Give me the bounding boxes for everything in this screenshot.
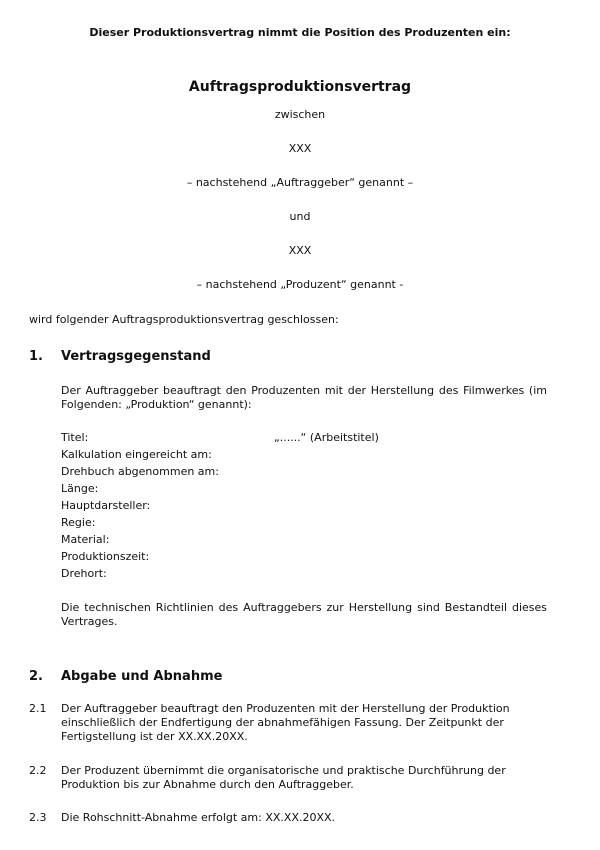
field-label: Regie:	[61, 516, 96, 529]
field-row	[61, 463, 547, 480]
field-value: „......“ (Arbeitstitel)	[274, 431, 379, 444]
field-row	[61, 480, 547, 497]
field-row	[61, 531, 547, 548]
clause-number: 2.2	[29, 764, 47, 777]
section1-heading: Vertragsgegenstand	[61, 349, 211, 364]
concluded-text: wird folgender Auftragsproduktionsvertrag geschlossen:	[29, 313, 339, 326]
field-row	[61, 548, 547, 565]
section2-heading: Abgabe und Abnahme	[61, 669, 223, 684]
clause-number: 2.1	[29, 702, 47, 715]
contract-title: Auftragsproduktionsvertrag	[188, 79, 412, 95]
intro-line: Dieser Produktionsvertrag nimmt die Position des Produzenten ein:	[89, 26, 511, 39]
field-label: Kalkulation eingereicht am:	[61, 448, 212, 461]
field-label: Drehort:	[61, 567, 107, 580]
field-label: Länge:	[61, 482, 99, 495]
field-label: Drehbuch abgenommen am:	[61, 465, 219, 478]
clause-number: 2.3	[29, 811, 47, 824]
between-text: zwischen	[274, 108, 326, 121]
party1-name: XXX	[288, 142, 312, 155]
clause-text: Der Produzent übernimmt die organisatorische und praktische Durchführung der Produktion bis zur Abnahme durch den Auftraggeber.	[61, 764, 506, 791]
field-label: Material:	[61, 533, 110, 546]
section1-paragraph: Der Auftraggeber beauftragt den Produzenten mit der Herstellung des Filmwerkes (im Folgenden: „Produktion“ genannt):	[61, 384, 547, 411]
clause-text: Der Auftraggeber beauftragt den Produzenten mit der Herstellung der Produktion einschließlich der Endfertigung der abnahmefähigen Fassung. Der Zeitpunkt der Fertigstellung ist der XX.XX.20XX.	[61, 702, 510, 743]
field-row	[61, 497, 547, 514]
section1-number: 1.	[29, 349, 43, 364]
and-text: und	[289, 210, 311, 223]
field-row	[61, 429, 547, 446]
field-label: Hauptdarsteller:	[61, 499, 151, 512]
field-label: Titel:	[61, 431, 89, 444]
field-row	[61, 446, 547, 463]
clause-text: Die Rohschnitt-Abnahme erfolgt am: XX.XX.20XX.	[61, 811, 336, 824]
field-row	[61, 565, 547, 582]
party2-name: XXX	[288, 244, 312, 257]
section1-guidelines: Die technischen Richtlinien des Auftraggebers zur Herstellung sind Bestandteil dieses Vertrages.	[61, 601, 547, 628]
production-fields	[61, 429, 547, 582]
party2-role: – nachstehend „Produzent“ genannt -	[196, 278, 404, 291]
section2-number: 2.	[29, 669, 43, 684]
field-row	[61, 514, 547, 531]
field-label: Produktionszeit:	[61, 550, 150, 563]
party1-role: – nachstehend „Auftraggeber“ genannt –	[186, 176, 414, 189]
